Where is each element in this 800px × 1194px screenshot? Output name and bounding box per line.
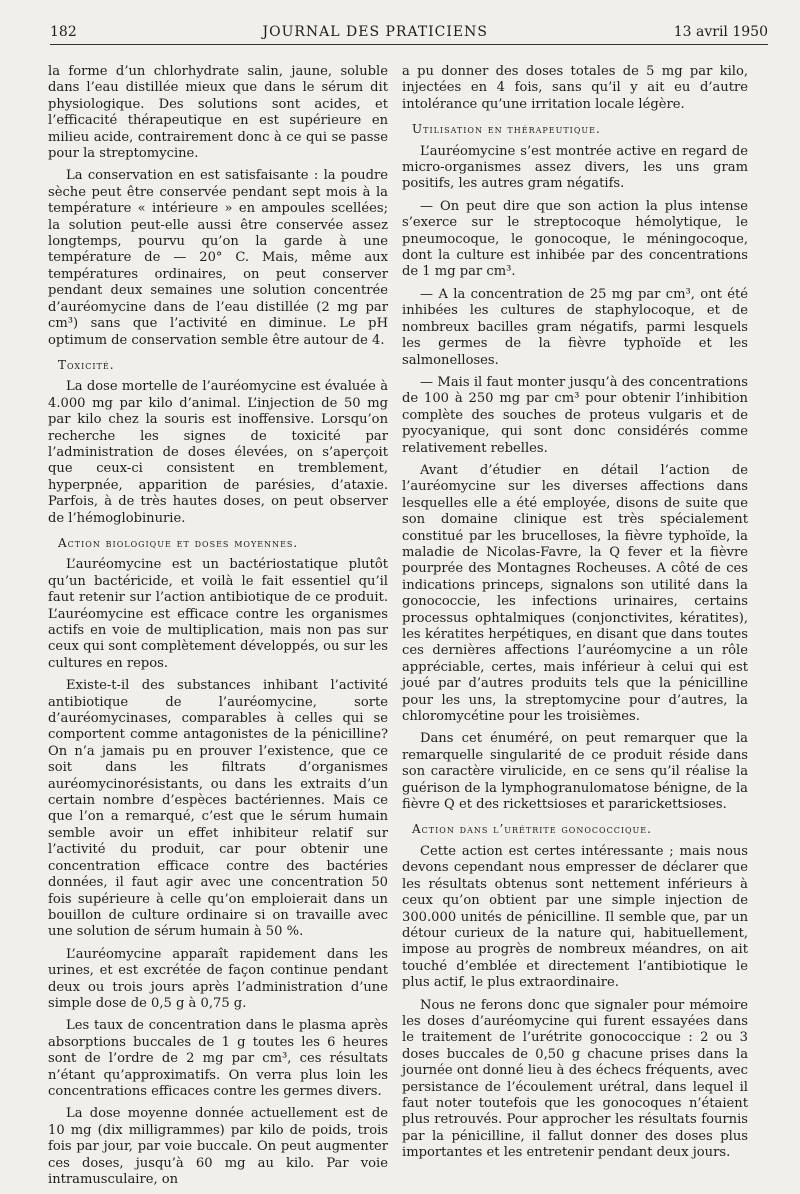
left-column [48,64,388,1194]
issue-date: 13 avril 1950 [673,24,768,40]
paragraph: la forme d’un chlorhydrate salin, jaune, soluble dans l’eau distillée mieux que dans le sérum dit physiologique. Des solutions sont acides, et l’efficacité thérapeutique en est supérieure en milieu acide, contrairement donc à ce qui se passe pour la streptomycine. [48,64,388,162]
paragraph: La conservation en est satisfaisante : la poudre sèche peut être conservée pendant sept mois à la température « intérieure » en ampoules scellées; la solution peut-elle aussi être conservée assez longtemps, pourvu qu’on la garde à une température de — 20° C. Mais, même aux températures ordinaires, on peut conserver pendant deux semaines une solution concentrée d’auréomycine dans de l’eau distillée (2 mg par cm³) sans que l’activité en diminue. Le pH optimum de conservation semble être autour de 4. [48,168,388,348]
page-header [50,20,768,44]
right-column [402,64,748,1168]
paragraph: Avant d’étudier en détail l’action de l’auréomycine sur les diverses affections dans lesquelles elle a été employée, disons de suite que son domaine clinique est très spécialement constitué par les brucelloses, la fièvre typhoïde, la maladie de Nicolas-Favre, la Q fever et la fièvre pourprée des Montagnes Rocheuses. A côté de ces indications princeps, signalons son utilité dans la gonococcie, les infections urinaires, certains processus ophtalmiques (conjonctivites, kératites), les kératites herpétiques, en disant que dans toutes ces dernières affections l’auréomycine a un rôle appréciable, certes, mais inférieur à celui qui est joué par d’autres produits tels que la pénicilline pour les uns, la streptomycine pour d’autres, la chloromycétine pour les troisièmes. [402,462,748,725]
journal-title: JOURNAL DES PRATICIENS [262,24,488,40]
header-rule [50,44,768,45]
paragraph: L’auréomycine est un bactériostatique plutôt qu’un bactéricide, et voilà le fait essentiel qu’il faut retenir sur l’action antibiotique de ce produit. L’auréomycine est efficace contre les organismes actifs en voie de multiplication, mais non pas sur ceux qui sont complètement développés, ou sur les cultures en repos. [48,557,388,671]
paragraph: La dose moyenne donnée actuellement est de 10 mg (dix milligrammes) par kilo de poids, trois fois par jour, par voie buccale. On peut augmenter ces doses, jusqu’à 60 mg au kilo. Par voie intramusculaire, on [48,1106,388,1187]
section-heading-action-biologique: Action biologique et doses moyennes. [58,535,299,550]
paragraph: Existe-t-il des substances inhibant l’activité antibiotique de l’auréomycine, sorte d’auréomycinases, comparables à celles qui se comportent comme antagonistes de la pénicilline? On n’a jamais pu en prouver l’existence, que ce soit dans les filtrats d’organismes auréomycinorésistants, ou dans les extraits d’un certain nombre d’espèces bactériennes. Mais ce que l’on a remarqué, c’est que le sérum humain semble avoir un effet inhibiteur relatif sur l’activité du produit, car pour obtenir une concentration efficace contre des bactéries données, il faut agir avec une concentration 50 fois supérieure à celle qu’on emploierait dans un bouillon de culture ordinaire si on travaille avec une solution de sérum humain à 50 %. [48,678,388,940]
paragraph: Les taux de concentration dans le plasma après absorptions buccales de 1 g toutes les 6 heures sont de l’ordre de 2 mg par cm³, ces résultats n’étant qu’approximatifs. On verra plus loin les concentrations efficaces contre les germes divers. [48,1018,388,1099]
paragraph: Nous ne ferons donc que signaler pour mémoire les doses d’auréomycine qui furent essayées dans le traitement de l’urétrite gonococcique : 2 ou 3 doses buccales de 0,50 g chacune prises dans la journée ont donné lieu à des échecs fréquents, avec persistance de l’écoulement urétral, dans lequel il faut noter toutefois que les gonocoques n’étaient plus retrouvés. Pour approcher les résultats fournis par la pénicilline, il fallut donner des doses plus importantes et les entretenir pendant deux jours. [402,997,748,1161]
paragraph: Dans cet énuméré, on peut remarquer que la remarquelle singularité de ce produit réside dans son caractère virulicide, en ce sens qu’il réalise la guérison de la lymphogranulomatose bénigne, de la fièvre Q et des rickettsioses et pararickettsioses. [402,731,748,813]
paragraph: a pu donner des doses totales de 5 mg par kilo, injectées en 4 fois, sans qu’il y ait eu d’autre intolérance qu’une irritation locale légère. [402,64,748,112]
section-heading-uretrite: Action dans l’urétrite gonococcique. [412,822,652,837]
paragraph: — On peut dire que son action la plus intense s’exerce sur le streptocoque hémolytique, le pneumocoque, le gonocoque, le méningocoque, dont la culture est inhibée par des concentrations de 1 mg par cm³. [402,198,748,280]
paragraph: — Mais il faut monter jusqu’à des concentrations de 100 à 250 mg par cm³ pour obtenir l’inhibition complète des souches de proteus vulgaris et de pyocyanique, qui sont donc considérés comme relativement rebelles. [402,374,748,456]
paragraph: — A la concentration de 25 mg par cm³, ont été inhibées les cultures de staphylocoque, et de nombreux bacilles gram négatifs, parmi lesquels les germes de la fièvre typhoïde et les salmonelloses. [402,286,748,368]
paragraph: La dose mortelle de l’auréomycine est évaluée à 4.000 mg par kilo d’animal. L’injection de 50 mg par kilo chez la souris est inoffensive. Lorsqu’on recherche les signes de toxicité par l’administration de doses élevées, on s’aperçoit que ceux-ci consistent en tremblement, hyperpnée, apparition de parésies, d’ataxie. Parfois, à de très hautes doses, on peut observer de l’hémoglobinurie. [48,379,388,526]
section-heading-utilisation: Utilisation en thérapeutique. [412,122,601,137]
paragraph: L’auréomycine apparaît rapidement dans les urines, et est excrétée de façon continue pendant deux ou trois jours après l’administration d’une simple dose de 0,5 g à 0,75 g. [48,946,388,1011]
section-heading-toxicite: Toxicité. [58,357,115,372]
paragraph: L’auréomycine s’est montrée active en regard de micro-organismes assez divers, les uns gram positifs, les autres gram négatifs. [402,143,748,192]
page-number: 182 [50,24,77,40]
paragraph: Cette action est certes intéressante ; mais nous devons cependant nous empresser de déclarer que les résultats obtenus sont nettement inférieurs à ceux qu’on obtient par une simple injection de 300.000 unités de pénicilline. Il semble que, par un détour curieux de la nature qui, habituellement, impose au progrès de nombreux méandres, on ait touché d’emblée et directement l’antibiotique le plus actif, le plus extraordinaire. [402,843,748,991]
